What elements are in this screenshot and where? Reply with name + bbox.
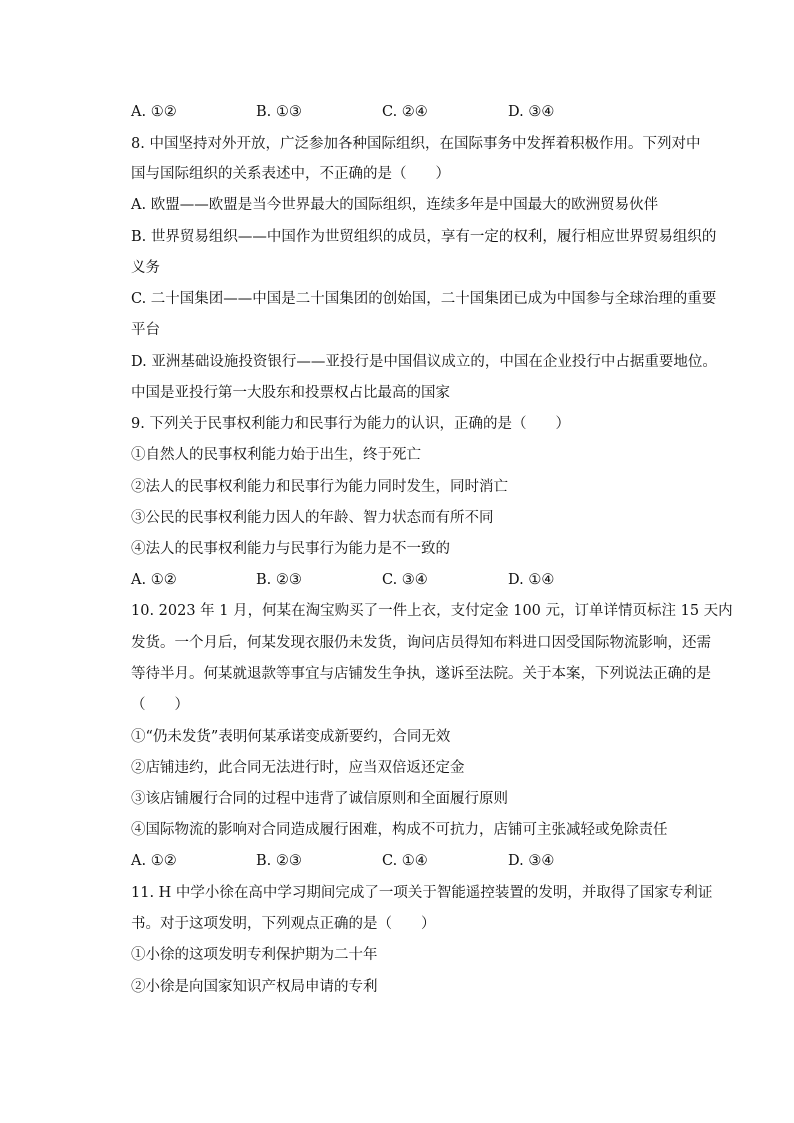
q9-stem: 9. 下列关于民事权利能力和民事行为能力的认识，正确的是（ ）	[131, 416, 570, 432]
q8-option-d-line-2: 中国是亚投行第一大股东和投票权占比最高的国家	[131, 385, 450, 401]
q10-option-c[interactable]: C. ①④	[382, 853, 428, 869]
q9-item-2: ②法人的民事权利能力和民事行为能力同时发生，同时消亡	[131, 479, 508, 495]
q11-item-1: ①小徐的这项发明专利保护期为二十年	[131, 947, 378, 963]
q10-stem-line-4: （ ）	[131, 697, 189, 713]
q7-option-b[interactable]: B. ①③	[256, 104, 302, 120]
q8-option-c-line-2: 平台	[131, 322, 160, 338]
q11-stem-line-2: 书。对于这项发明，下列观点正确的是（ ）	[131, 916, 436, 932]
q10-stem-line-3: 等待半月。何某就退款等事宜与店铺发生争执，遂诉至法院。关于本案，下列说法正确的是	[131, 666, 711, 682]
q9-item-1: ①自然人的民事权利能力始于出生，终于死亡	[131, 447, 421, 463]
q10-stem-line-1: 10. 2023 年 1 月，何某在淘宝购买了一件上衣，支付定金 100 元，订单详情页标注 15 天内	[131, 603, 733, 619]
q9-options	[131, 570, 691, 590]
q8-option-b-line-2: 义务	[131, 260, 160, 276]
q11-item-2: ②小徐是向国家知识产权局申请的专利	[131, 979, 378, 995]
q9-option-a[interactable]: A. ①②	[131, 572, 177, 588]
q10-option-d[interactable]: D. ③④	[508, 853, 555, 869]
q10-item-1: ①“仍未发货”表明何某承诺变成新要约，合同无效	[131, 729, 451, 745]
q10-option-b[interactable]: B. ②③	[256, 853, 302, 869]
q8-option-a[interactable]: A. 欧盟——欧盟是当今世界最大的国际组织，连续多年是中国最大的欧洲贸易伙伴	[131, 197, 659, 213]
q10-stem-line-2: 发货。一个月后，何某发现衣服仍未发货，询问店员得知布料进口因受国际物流影响，还需	[131, 635, 711, 651]
q7-options	[131, 102, 691, 122]
q10-options	[131, 851, 691, 871]
q9-option-b[interactable]: B. ②③	[256, 572, 302, 588]
q7-option-c[interactable]: C. ②④	[382, 104, 428, 120]
q7-option-a[interactable]: A. ①②	[131, 104, 177, 120]
q9-option-d[interactable]: D. ①④	[508, 572, 555, 588]
q10-option-a[interactable]: A. ①②	[131, 853, 177, 869]
q8-stem-line-2: 国与国际组织的关系表述中，不正确的是（ ）	[131, 166, 450, 182]
q11-stem-line-1: 11. H 中学小徐在高中学习期间完成了一项关于智能遥控装置的发明，并取得了国家专利证	[131, 885, 713, 901]
q9-item-4: ④法人的民事权利能力与民事行为能力是不一致的	[131, 541, 450, 557]
q8-stem-line-1: 8. 中国坚持对外开放，广泛参加各种国际组织，在国际事务中发挥着积极作用。下列对中	[131, 136, 701, 152]
q10-item-4: ④国际物流的影响对合同造成履行困难，构成不可抗力，店铺可主张减轻或免除责任	[131, 822, 668, 838]
q10-item-2: ②店铺违约，此合同无法进行时，应当双倍返还定金	[131, 760, 465, 776]
q8-option-d-line-1[interactable]: D. 亚洲基础设施投资银行——亚投行是中国倡议成立的，中国在企业投行中占据重要地位。	[131, 354, 717, 370]
q9-item-3: ③公民的民事权利能力因人的年龄、智力状态而有所不同	[131, 510, 494, 526]
q10-item-3: ③该店铺履行合同的过程中违背了诚信原则和全面履行原则	[131, 791, 508, 807]
q7-option-d[interactable]: D. ③④	[508, 104, 555, 120]
q9-option-c[interactable]: C. ③④	[382, 572, 428, 588]
q8-option-c-line-1[interactable]: C. 二十国集团——中国是二十国集团的创始国，二十国集团已成为中国参与全球治理的重要	[131, 291, 717, 307]
q8-option-b-line-1[interactable]: B. 世界贸易组织——中国作为世贸组织的成员，享有一定的权利，履行相应世界贸易组织的	[131, 229, 717, 245]
